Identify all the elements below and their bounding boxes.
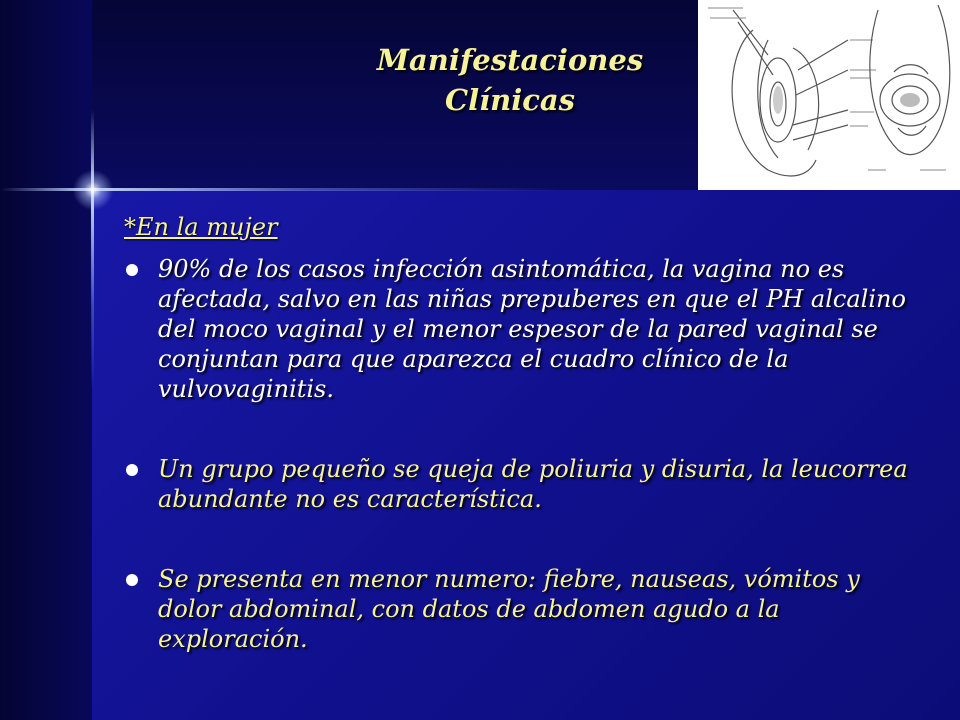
star-glow (72, 170, 114, 210)
bullet-item (124, 454, 924, 514)
bullet-dot-icon (126, 264, 138, 276)
slide-body (124, 210, 924, 654)
bullet-text: Un grupo pequeño se queja de poliuria y disuria, la leucorrea abundante no es característica. (158, 455, 908, 513)
bullet-text: 90% de los casos infección asintomática, la vagina no es afectada, salvo en las niñas prepuberes en que el PH alcalino del moco vaginal y el menor espesor de la pared vaginal se conjuntan para que aparezca el cuadro clínico de la vulvovaginitis. (158, 255, 906, 403)
bullet-dot-icon (126, 464, 138, 476)
subheading: *En la mujer (124, 213, 278, 241)
anatomical-illustration (698, 0, 960, 190)
vertical-light-line (91, 110, 94, 390)
left-band (0, 0, 92, 720)
anatomy-drawing (698, 0, 960, 190)
bullet-item (124, 564, 924, 654)
slide-title (300, 40, 720, 120)
bullet-item (124, 254, 924, 404)
bullet-dot-icon (126, 574, 138, 586)
title-line-1: Manifestaciones (376, 43, 644, 77)
title-line-2: Clínicas (445, 83, 575, 117)
bullet-list (124, 254, 924, 654)
bullet-text: Se presenta en menor numero: fiebre, nauseas, vómitos y dolor abdominal, con datos de abdomen agudo a la exploración. (158, 565, 860, 653)
